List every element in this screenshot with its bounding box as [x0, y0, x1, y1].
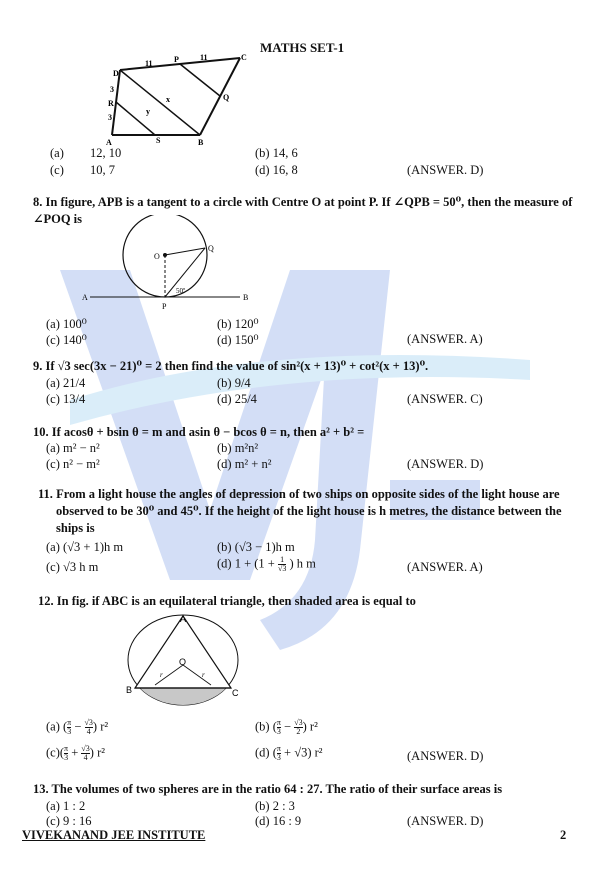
fig8-label-b: B — [243, 293, 249, 302]
q8-option-b: (b) 120⁰ — [217, 317, 259, 331]
q8-option-d: (d) 150⁰ — [217, 333, 259, 347]
label-q: Q — [223, 93, 230, 102]
q7-option-d: (d) 16, 8 — [255, 163, 298, 177]
footer-institute: VIVEKANAND JEE INSTITUTE — [22, 828, 206, 842]
q7-option-a: 12, 10 — [90, 146, 122, 160]
q11-option-b: (b) (√3 − 1)h m — [217, 540, 295, 554]
fig12-label-c: C — [232, 688, 239, 698]
page-number: 2 — [560, 828, 567, 842]
seg-top-right: 11 — [200, 53, 208, 62]
q9-question: 9. If √3 sec(3x − 21)⁰ = 2 then find the value of sin²(x + 13)⁰ + cot²(x + 13)⁰. — [33, 359, 429, 373]
fig12-label-a: A — [180, 614, 187, 624]
q8-answer: (ANSWER. A) — [407, 332, 483, 346]
q12-answer: (ANSWER. D) — [407, 749, 484, 763]
q13-option-d: (d) 16 : 9 — [255, 814, 302, 828]
q7-option-c-label: (c) — [50, 163, 64, 177]
q11-question-line2: observed to be 30⁰ and 45⁰. If the height of the light house is h metres, the distance between the — [56, 504, 562, 518]
q12-option-c: (c)( $\frac{\pi}{3}$ + $\frac{√3}{4}$ ) r² — [46, 744, 105, 762]
q8-option-c: (c) 140⁰ — [46, 333, 87, 347]
q12-question: 12. In fig. if ABC is an equilateral triangle, then shaded area is equal to — [38, 594, 416, 608]
seg-left-top: 3 — [110, 85, 114, 94]
q7-answer: (ANSWER. D) — [407, 163, 484, 177]
q10-answer: (ANSWER. D) — [407, 457, 484, 471]
label-d: D — [113, 69, 119, 78]
q11-option-c: (c) √3 h m — [46, 560, 99, 574]
q13-option-c: (c) 9 : 16 — [46, 814, 92, 828]
q11-answer: (ANSWER. A) — [407, 560, 483, 574]
label-a: A — [106, 138, 112, 147]
label-b: B — [198, 138, 204, 147]
q8-option-a: (a) 100⁰ — [46, 317, 87, 331]
seg-top-left: 11 — [145, 59, 153, 68]
q10-question: 10. If acosθ + bsin θ = m and asin θ − bcos θ = n, then a² + b² = — [33, 425, 365, 439]
label-c: C — [241, 53, 247, 62]
q7-option-a-label: (a) — [50, 146, 64, 160]
q13-answer: (ANSWER. D) — [407, 814, 484, 828]
q10-option-b: (b) m²n² — [217, 441, 259, 455]
figure-q12 — [120, 610, 250, 710]
fig12-label-o: O — [179, 657, 187, 667]
label-y: y — [146, 107, 150, 116]
q9-answer: (ANSWER. C) — [407, 392, 483, 406]
q9-option-d: (d) 25/4 — [217, 392, 257, 406]
fig8-label-o: O — [154, 252, 160, 261]
q9-option-c: (c) 13/4 — [46, 392, 86, 406]
label-r: R — [108, 99, 114, 108]
q11-question-line3: ships is — [56, 521, 95, 535]
fig8-angle: 50º — [176, 287, 186, 295]
fig8-label-q: Q — [208, 244, 214, 253]
q13-option-b: (b) 2 : 3 — [255, 799, 295, 813]
q13-question: 13. The volumes of two spheres are in the ratio 64 : 27. The ratio of their surface areas is — [33, 782, 503, 796]
fig8-label-p: P — [162, 302, 167, 311]
fig8-label-a: A — [82, 293, 88, 302]
q10-option-d: (d) m² + n² — [217, 457, 272, 471]
seg-left-bottom: 3 — [108, 113, 112, 122]
figure-q7 — [100, 50, 260, 150]
q9-option-a: (a) 21/4 — [46, 376, 86, 390]
q7-option-b: (b) 14, 6 — [255, 146, 298, 160]
fig12-label-r2: r — [202, 671, 205, 679]
label-p: P — [174, 55, 179, 64]
q13-option-a: (a) 1 : 2 — [46, 799, 86, 813]
label-s: S — [156, 136, 161, 145]
fig12-label-b: B — [126, 685, 133, 695]
q11-option-a: (a) (√3 + 1)h m — [46, 540, 124, 554]
figure-q8 — [80, 215, 260, 315]
q12-option-a: (a) ( $\frac{\pi}{3}$ − $\frac{√3}{4}$ ) r² — [46, 718, 109, 736]
q11-option-d: (d) 1 + (1 + $\frac{1}{√3}$ ) h m — [217, 555, 316, 573]
label-x: x — [166, 95, 170, 104]
q11-question-line1: 11. From a light house the angles of depression of two ships on opposite sides of the light house are — [38, 487, 560, 501]
q12-option-d: (d) ( $\frac{\pi}{3}$ + √3) r² — [255, 744, 323, 762]
q9-option-b: (b) 9/4 — [217, 376, 251, 390]
q8-question: 8. In figure, APB is a tangent to a circle with Centre O at point P. If ∠QPB = 50⁰, then the measure of ∠POQ is — [33, 195, 573, 226]
q10-option-a: (a) m² − n² — [46, 441, 100, 455]
page-title: MATHS SET-1 — [260, 40, 345, 55]
q7-option-c: 10, 7 — [90, 163, 115, 177]
fig12-label-r1: r — [160, 671, 163, 679]
q10-option-c: (c) n² − m² — [46, 457, 100, 471]
q12-option-b: (b) ( $\frac{\pi}{3}$ − $\frac{√3}{2}$ ) r² — [255, 718, 318, 736]
